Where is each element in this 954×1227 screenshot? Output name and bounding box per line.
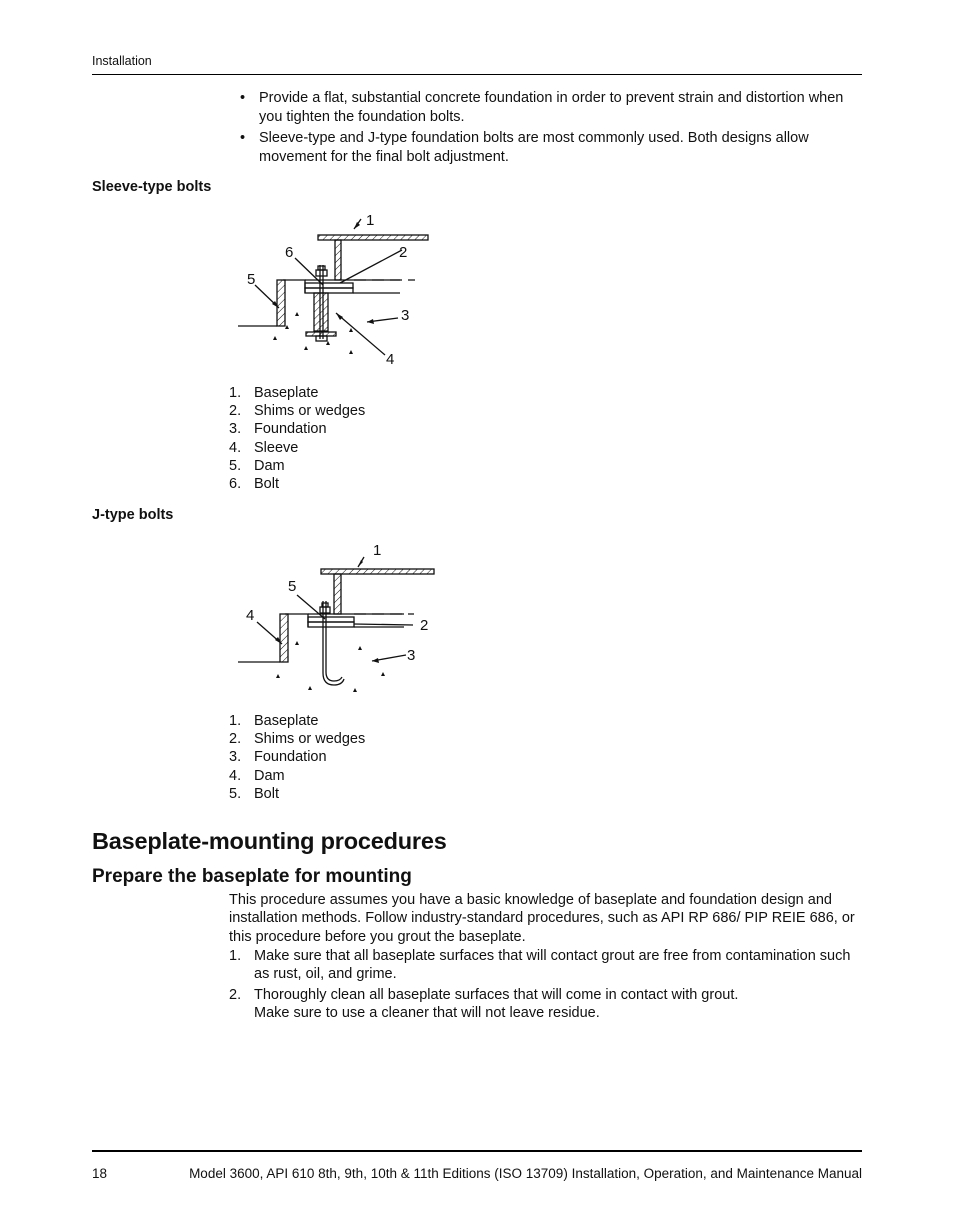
procedure-steps xyxy=(229,947,865,1024)
running-header: Installation xyxy=(92,54,152,68)
baseplate-web xyxy=(335,240,341,280)
step-subtext: Make sure to use a cleaner that will not leave residue. xyxy=(254,1004,600,1021)
legend-item: 5. Bolt xyxy=(229,785,279,802)
legend-item: 4. Dam xyxy=(229,767,285,784)
baseplate-flange xyxy=(321,569,434,574)
jtype-legend-list xyxy=(229,712,365,803)
aggregate-mark xyxy=(358,646,362,650)
sleeve-bolt-figure xyxy=(230,205,450,375)
aggregate-mark xyxy=(276,674,280,678)
aggregate-mark xyxy=(295,312,299,316)
baseplate-web xyxy=(334,574,341,614)
nut xyxy=(320,607,330,613)
callout-5: 5 xyxy=(247,271,256,288)
legend-item: 3. Foundation xyxy=(229,749,327,766)
sleeve-legend-list xyxy=(229,384,365,493)
legend-item: 4. Sleeve xyxy=(229,439,299,456)
page-number: 18 xyxy=(92,1166,108,1181)
callout-1: 1 xyxy=(373,542,382,559)
shim xyxy=(308,617,354,622)
arrowhead xyxy=(354,222,360,229)
shim xyxy=(305,283,353,288)
aggregate-mark xyxy=(349,328,353,332)
callout-2: 2 xyxy=(399,244,408,261)
legend-item: 3. Foundation xyxy=(229,421,327,438)
sleeve xyxy=(314,293,328,331)
callout-3: 3 xyxy=(401,307,410,324)
legend-item: 2. Shims or wedges xyxy=(229,731,366,748)
legend-item: 1. Baseplate xyxy=(229,385,319,401)
procedure-step xyxy=(229,986,865,1023)
callout-3: 3 xyxy=(407,647,416,664)
callout-1: 1 xyxy=(366,212,375,229)
footer-rule xyxy=(92,1150,862,1152)
shim xyxy=(305,288,353,293)
jtype-bolt-figure xyxy=(230,537,450,702)
arrowhead xyxy=(367,319,374,324)
step-text: Thoroughly clean all baseplate surfaces that will come in contact with grout. xyxy=(254,986,739,1003)
bullet-text: Sleeve-type and J-type foundation bolts are most commonly used. Both designs allow movement for the final bolt adjustment. xyxy=(259,130,809,165)
callout-4: 4 xyxy=(246,607,255,624)
aggregate-mark xyxy=(349,350,353,354)
shim xyxy=(308,622,354,627)
aggregate-mark xyxy=(353,688,357,692)
bullet-marker: • xyxy=(240,130,246,146)
header-rule xyxy=(92,74,862,75)
subsection-title: Prepare the baseplate for mounting xyxy=(92,866,412,887)
arrowhead xyxy=(372,658,379,663)
dam xyxy=(280,614,288,662)
intro-paragraph: This procedure assumes you have a basic knowledge of baseplate and foundation design and installation methods. Follow industry-standard procedures, such as API RP 686/ PIP REIE 686, or this procedure before you grout the baseplate. xyxy=(229,892,855,945)
nut xyxy=(316,336,327,341)
callout-6: 6 xyxy=(285,244,294,261)
jtype-bolts-heading: J-type bolts xyxy=(92,507,174,523)
legend-item: 1. Baseplate xyxy=(229,713,319,729)
legend-item: 6. Bolt xyxy=(229,476,279,493)
step-text: Make sure that all baseplate surfaces that will contact grout are free from contamination such as rust, oil, and grime. xyxy=(254,948,851,983)
bullet-text: Provide a flat, substantial concrete foundation in order to prevent strain and distortion when you tighten the foundation bolts. xyxy=(259,90,844,125)
dam xyxy=(277,280,285,326)
bullet-marker: • xyxy=(240,90,246,106)
sleeve-bolts-heading: Sleeve-type bolts xyxy=(92,179,212,195)
footer-manual-title: Model 3600, API 610 8th, 9th, 10th & 11th Editions (ISO 13709) Installation, Operation, and Maintenance Manual xyxy=(189,1166,862,1181)
aggregate-mark xyxy=(273,336,277,340)
aggregate-mark xyxy=(304,346,308,350)
section-title: Baseplate-mounting procedures xyxy=(92,828,447,854)
bullet-item xyxy=(240,89,860,126)
nut xyxy=(318,266,325,270)
legend-item: 5. Dam xyxy=(229,457,285,474)
intro-bullet-list xyxy=(240,89,860,169)
step-number: 2. xyxy=(229,986,242,1003)
legend-item: 2. Shims or wedges xyxy=(229,403,366,420)
procedure-step xyxy=(229,947,865,984)
callout-5: 5 xyxy=(288,578,297,595)
aggregate-mark xyxy=(308,686,312,690)
aggregate-mark xyxy=(381,672,385,676)
callout-2: 2 xyxy=(420,617,429,634)
callout-4: 4 xyxy=(386,351,395,368)
aggregate-mark xyxy=(295,641,299,645)
step-number: 1. xyxy=(229,948,242,964)
baseplate-flange xyxy=(318,235,428,240)
bullet-item xyxy=(240,129,860,166)
nut xyxy=(316,270,327,276)
